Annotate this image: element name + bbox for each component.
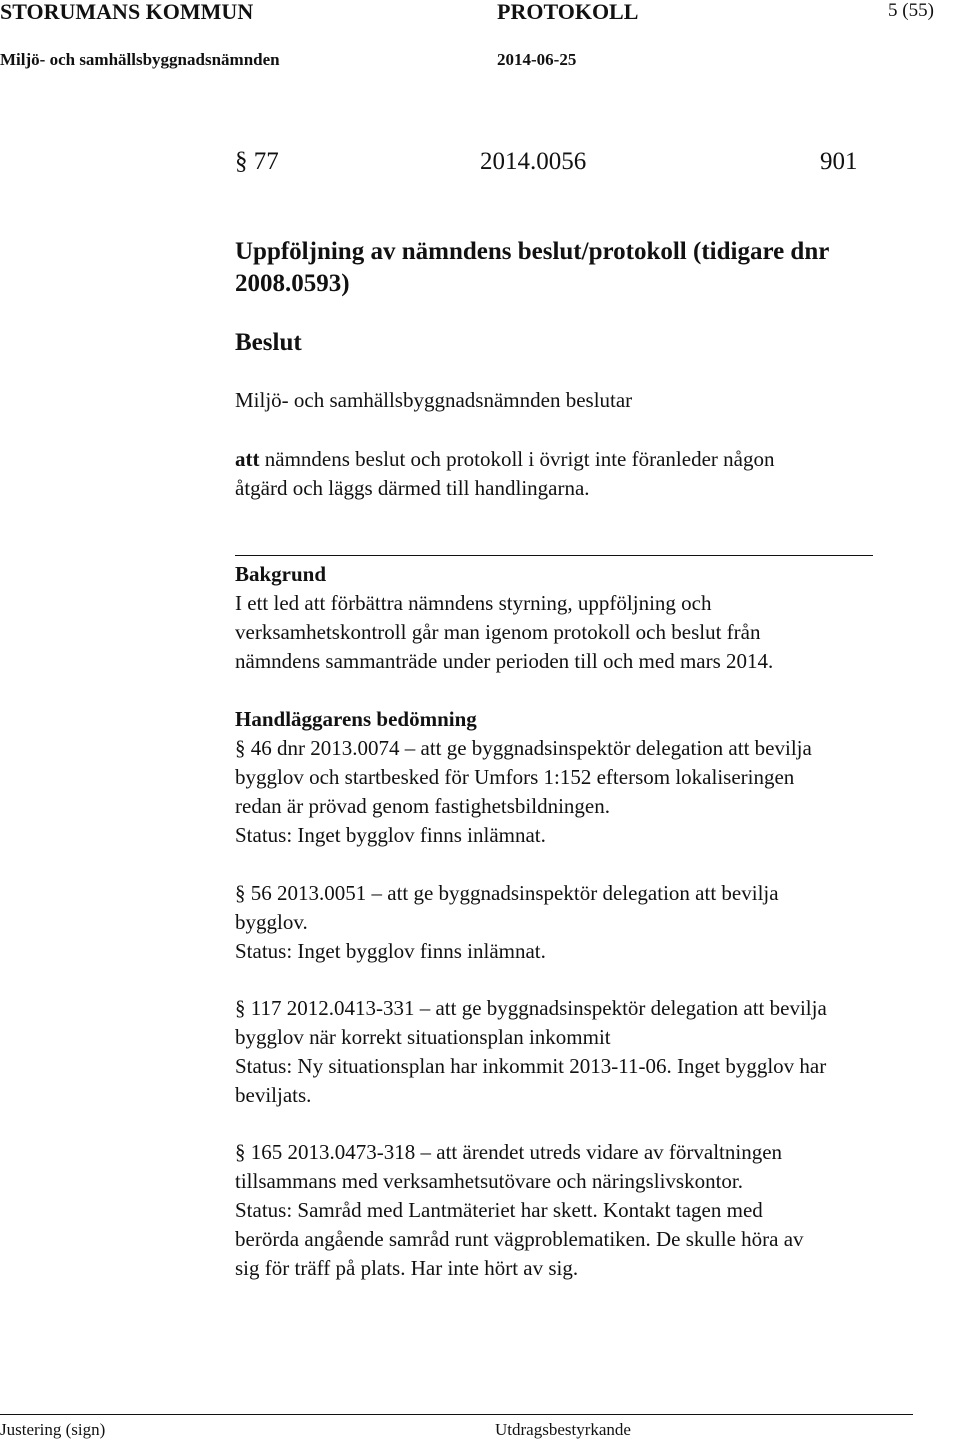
assessment-item-2-status: Status: Inget bygglov finns inlämnat. — [235, 939, 546, 963]
case-code: 901 — [820, 148, 858, 175]
background-line-3: nämndens sammanträde under perioden till och med mars 2014. — [235, 649, 774, 673]
assessment-item-4-line-1: § 165 2013.0473-318 – att ärendet utreds vidare av förvaltningen — [235, 1140, 783, 1164]
footer-certification-label: Utdragsbestyrkande — [495, 1420, 631, 1439]
meeting-date: 2014-06-25 — [497, 50, 577, 69]
assessment-item-3-line-4: beviljats. — [235, 1083, 312, 1107]
page-number: 5 (55) — [888, 0, 934, 21]
assessment-item-2-line-1: § 56 2013.0051 – att ge byggnadsinspektör delegation att bevilja — [235, 881, 779, 905]
municipality-name: STORUMANS KOMMUN — [0, 0, 254, 24]
assessment-item-4-line-5: sig för träff på plats. Har inte hört av sig. — [235, 1256, 579, 1280]
assessment-item-1-status: Status: Inget bygglov finns inlämnat. — [235, 823, 546, 847]
footer-rule — [0, 1414, 913, 1415]
assessment-item-2-line-2: bygglov. — [235, 910, 308, 934]
assessment-item-3-line-2: bygglov när korrekt situationsplan inkommit — [235, 1025, 611, 1049]
assessment-item-4-line-4: berörda angående samråd runt vägproblematiken. De skulle höra av — [235, 1227, 804, 1251]
decision-text-line-2: åtgärd och läggs därmed till handlingarna. — [235, 476, 590, 500]
case-title-line-2: 2008.0593) — [235, 270, 350, 297]
assessment-item-3-line-1: § 117 2012.0413-331 – att ge byggnadsinspektör delegation att bevilja — [235, 996, 827, 1020]
decision-text-line-1-rest: nämndens beslut och protokoll i övrigt inte föranleder någon — [259, 447, 775, 471]
assessment-item-4-status: Status: Samråd med Lantmäteriet har skett. Kontakt tagen med — [235, 1198, 763, 1222]
decision-intro: Miljö- och samhällsbyggnadsnämnden beslutar — [235, 388, 633, 412]
decision-heading: Beslut — [235, 329, 302, 356]
assessment-item-1-line-2: bygglov och startbesked för Umfors 1:152 eftersom lokaliseringen — [235, 765, 795, 789]
decision-att: att — [235, 447, 260, 471]
case-dnr: 2014.0056 — [480, 148, 587, 175]
assessment-item-1-line-1: § 46 dnr 2013.0074 – att ge byggnadsinspektör delegation att bevilja — [235, 736, 812, 760]
assessment-item-3-status: Status: Ny situationsplan har inkommit 2013-11-06. Inget bygglov har — [235, 1054, 827, 1078]
section-divider — [235, 555, 873, 556]
document-type: PROTOKOLL — [497, 0, 639, 24]
decision-text-line-1 — [235, 445, 774, 474]
background-heading: Bakgrund — [235, 562, 327, 586]
background-line-2: verksamhetskontroll går man igenom protokoll och beslut från — [235, 620, 761, 644]
assessment-heading: Handläggarens bedömning — [235, 707, 477, 731]
assessment-item-1-line-3: redan är prövad genom fastighetsbildningen. — [235, 794, 610, 818]
footer-signature-label: Justering (sign) — [0, 1420, 106, 1439]
board-name: Miljö- och samhällsbyggnadsnämnden — [0, 50, 280, 69]
case-paragraph: § 77 — [235, 148, 279, 175]
assessment-item-4-line-2: tillsammans med verksamhetsutövare och näringslivskontor. — [235, 1169, 743, 1193]
case-title-line-1: Uppföljning av nämndens beslut/protokoll (tidigare dnr — [235, 238, 830, 265]
background-line-1: I ett led att förbättra nämndens styrning, uppföljning och — [235, 591, 712, 615]
